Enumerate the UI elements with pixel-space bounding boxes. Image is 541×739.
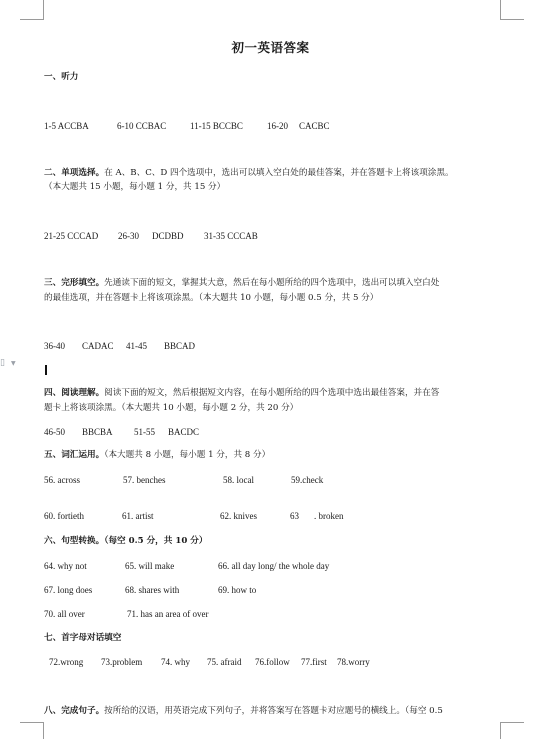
section-3-line-1 [44,277,439,289]
section-5-description: （本大题共 8 小题，每小题 1 分，共 8 分） [104,450,271,460]
section-3-answers [44,340,195,352]
section-3-heading: 三、完形填空。 [44,278,105,288]
vocab-answer: 56. across [44,475,80,485]
sentence-answer: 67. long does [44,585,93,595]
section-7-answers [49,656,370,668]
crop-mark-bottom-right-v [500,722,501,739]
section-8-description: 按所给的汉语，用英语完成下列句子，并将答案写在答题卡对应题号的横线上。（每空 0.5 [104,706,443,716]
dialogue-answer: 73.problem [101,657,143,667]
crop-mark-top-right-h [500,19,524,20]
dialogue-answer: 77.first [301,657,327,667]
answer-group: 21-25 CCCAD [44,231,99,241]
section-4-heading: 四、阅读理解。 [44,388,105,398]
dialogue-answer: 78.worry [337,657,370,667]
answer-group: 11-15 BCCBC [190,121,243,131]
answer-group: 26-30 [118,231,139,241]
section-5-line [44,449,270,461]
section-2-line-2: （本大题共 15 小题，每小题 1 分，共 15 分） [44,182,226,192]
section-3-line-2: 的最佳选项，并在答题卡上将该项涂黑。（本大题共 10 小题，每小题 0.5 分，共 5 分） [44,293,379,303]
section-6-heading: 六、句型转换。（每空 0.5 分，共 10 分） [44,536,208,546]
section-4-description: 阅读下面的短文，然后根据短文内容，在每小题所给的四个选项中选出最佳答案，并在答 [104,388,440,398]
crop-mark-bottom-left-v [43,722,44,739]
vocab-answer: 58. local [223,475,254,485]
answer-group: CADAC [82,341,114,351]
vocab-answer: . broken [314,511,344,521]
answer-group: 36-40 [44,341,65,351]
sentence-answer: 68. shares with [125,585,180,595]
section-2-description: 在 A、B、C、D 四个选项中，选出可以填入空白处的最佳答案，并在答题卡上将该项涂黑。 [104,168,454,178]
sentence-answer: 70. all over [44,609,85,619]
answer-group: 51-55 [134,427,155,437]
answer-group: BBCBA [82,427,113,437]
vocab-answer: 57. benches [123,475,166,485]
section-6-row-3 [44,608,208,620]
section-2-heading: 二、单项选择。 [44,168,105,178]
dialogue-answer: 74. why [161,657,190,667]
answer-group: 41-45 [126,341,147,351]
vocab-answer: 59.check [291,475,324,485]
crop-mark-top-right-v [500,0,501,20]
section-2-answers [44,230,258,242]
dialogue-answer: 76.follow [255,657,290,667]
dialogue-answer: 75. afraid [207,657,242,667]
answer-group: BACDC [168,427,200,437]
answer-group: 16-20 [267,121,288,131]
answer-group: 1-5 ACCBA [44,121,89,131]
vocab-answer: 61. artist [122,511,154,521]
answer-group: CACBC [299,121,330,131]
section-1-heading: 一、听力 [44,72,79,82]
page-title: 初一英语答案 [231,40,310,55]
answer-group: DCDBD [152,231,184,241]
vocab-answer: 63 [290,511,299,521]
section-4-line-2: 题卡上将该项涂黑。（本大题共 10 小题，每小题 2 分，共 20 分） [44,403,299,413]
crop-mark-bottom-right-h [500,722,524,723]
sentence-answer: 66. all day long/ the whole day [218,561,330,571]
dialogue-answer: 72.wrong [49,657,84,667]
section-6-row-2 [44,584,256,596]
paste-options-icon[interactable]: ▯ ▼ [0,358,16,368]
crop-mark-top-left-v [43,0,44,20]
section-5-row-1 [44,474,323,486]
section-8-line [44,705,443,717]
section-5-row-2 [44,510,344,522]
answer-group: 6-10 CCBAC [117,121,167,131]
section-7-heading: 七、首字母对话填空 [44,633,122,643]
section-4-answers [44,426,199,438]
section-3-description: 先通读下面的短文，掌握其大意，然后在每小题所给的四个选项中，选出可以填入空白处 [104,278,440,288]
vocab-answer: 62. knives [220,511,257,521]
section-1-answers [44,120,330,132]
section-2-line-1 [44,167,454,179]
sentence-answer: 65. will make [125,561,175,571]
answer-group: 31-35 CCCAB [204,231,258,241]
crop-mark-bottom-left-h [20,722,44,723]
answer-group: BBCAD [164,341,196,351]
section-6-row-1 [44,560,329,572]
vocab-answer: 60. fortieth [44,511,84,521]
sentence-answer: 69. how to [218,585,257,595]
sentence-answer: 64. why not [44,561,87,571]
section-5-heading: 五、词汇运用。 [44,450,105,460]
text-cursor [45,365,47,375]
sentence-answer: 71. has an area of over [127,609,209,619]
crop-mark-top-left-h [20,19,44,20]
answer-group: 46-50 [44,427,65,437]
section-4-line-1 [44,387,439,399]
section-8-heading: 八、完成句子。 [44,706,105,716]
